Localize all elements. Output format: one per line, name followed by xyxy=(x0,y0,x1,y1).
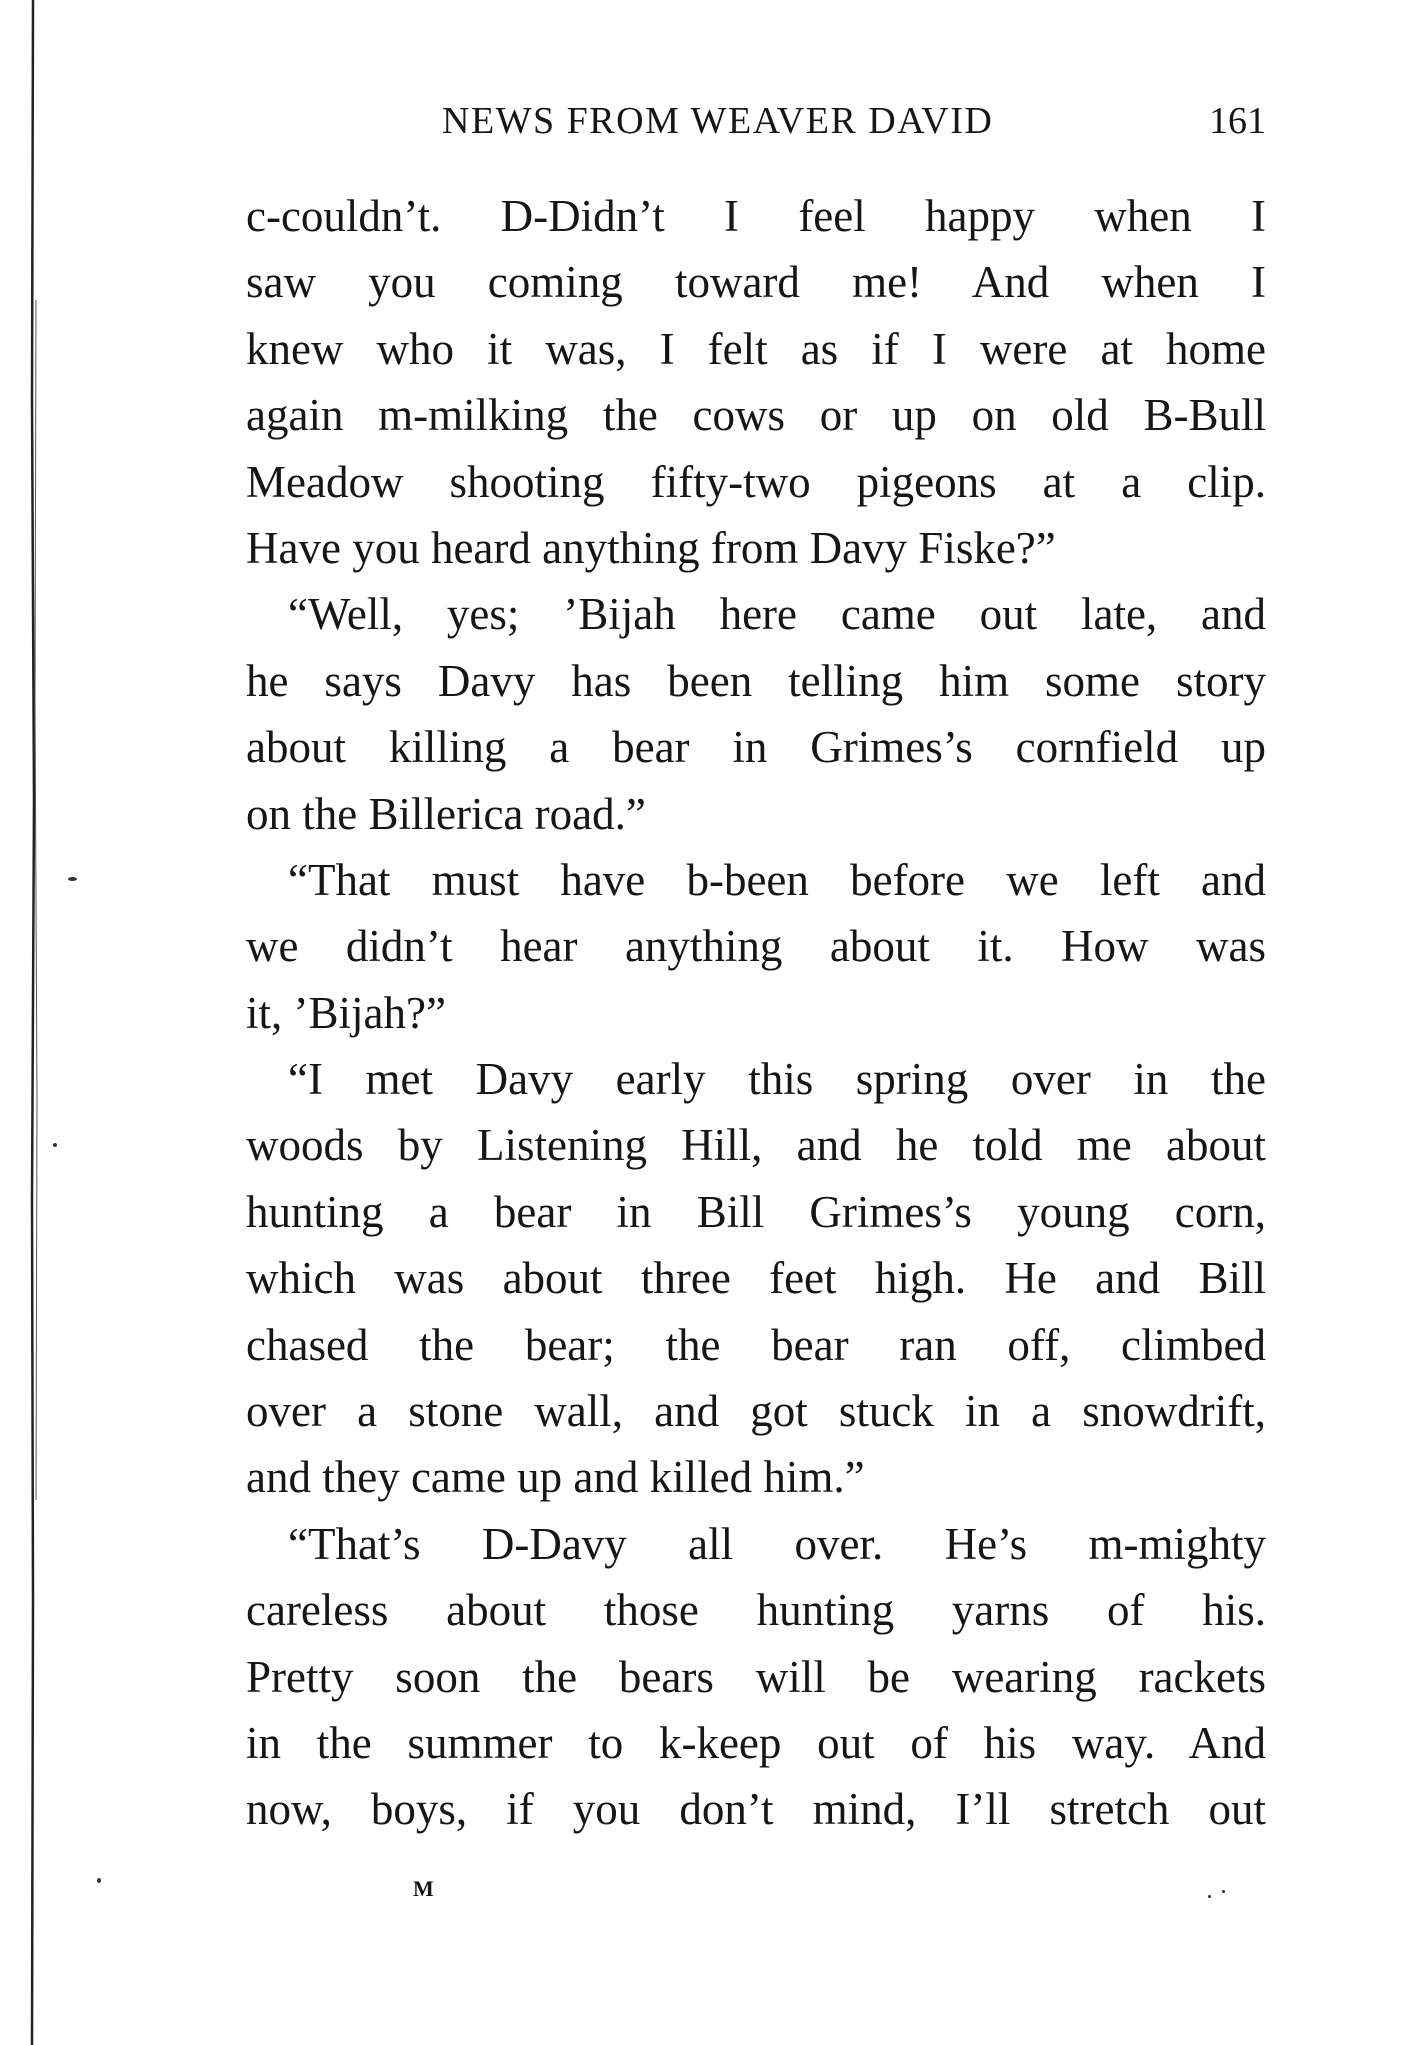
text-line: “Well, yes; ’Bijah here came out late, and xyxy=(288,589,1266,640)
page-speck xyxy=(97,1878,101,1883)
running-title: NEWS FROM WEAVER DAVID xyxy=(442,100,994,142)
text-line: hunting a bear in Bill Grimes’s young corn, xyxy=(246,1186,1266,1237)
running-header xyxy=(246,96,1266,146)
text-line: c-couldn’t. D-Didn’t I feel happy when I xyxy=(246,191,1266,241)
text-line: which was about three feet high. He and Bill xyxy=(246,1253,1266,1304)
body-text xyxy=(246,183,1266,1843)
text-line: Have you heard anything from Davy Fiske?” xyxy=(246,522,1056,573)
text-line: knew who it was, I felt as if I were at home xyxy=(246,323,1266,374)
text-line: again m-milking the cows or up on old B-Bull xyxy=(246,390,1266,441)
page-binding-edge xyxy=(26,0,40,2045)
text-line: Pretty soon the bears will be wearing rackets xyxy=(246,1651,1266,1702)
text-line: in the summer to k-keep out of his way. And xyxy=(246,1717,1266,1768)
text-line: it, ’Bijah?” xyxy=(246,987,446,1038)
page-speck xyxy=(1208,1895,1211,1898)
text-line: “That’s D-Davy all over. He’s m-mighty xyxy=(288,1518,1266,1569)
text-line: and they came up and killed him.” xyxy=(246,1452,865,1503)
page-speck xyxy=(68,877,77,881)
text-line: Meadow shooting fifty-two pigeons at a clip. xyxy=(246,456,1266,507)
page-number: 161 xyxy=(1209,100,1266,142)
page-speck xyxy=(1222,1890,1225,1893)
text-line: we didn’t hear anything about it. How was xyxy=(246,921,1266,972)
text-line: over a stone wall, and got stuck in a snowdrift, xyxy=(246,1386,1266,1437)
text-line: chased the bear; the bear ran off, climbed xyxy=(246,1319,1266,1370)
text-line: woods by Listening Hill, and he told me about xyxy=(246,1120,1266,1171)
text-line: now, boys, if you don’t mind, I’ll stretch out xyxy=(246,1784,1266,1835)
text-line: he says Davy has been telling him some story xyxy=(246,655,1266,706)
text-line: careless about those hunting yarns of his. xyxy=(246,1585,1266,1636)
text-line: saw you coming toward me! And when I xyxy=(246,257,1266,308)
text-line: “I met Davy early this spring over in the xyxy=(288,1054,1266,1105)
signature-mark: M xyxy=(413,1876,434,1901)
text-line: “That must have b-been before we left and xyxy=(288,854,1266,905)
text-line: about killing a bear in Grimes’s cornfield up xyxy=(246,722,1266,773)
text-line: on the Billerica road.” xyxy=(246,788,646,839)
page-speck xyxy=(53,1143,57,1147)
